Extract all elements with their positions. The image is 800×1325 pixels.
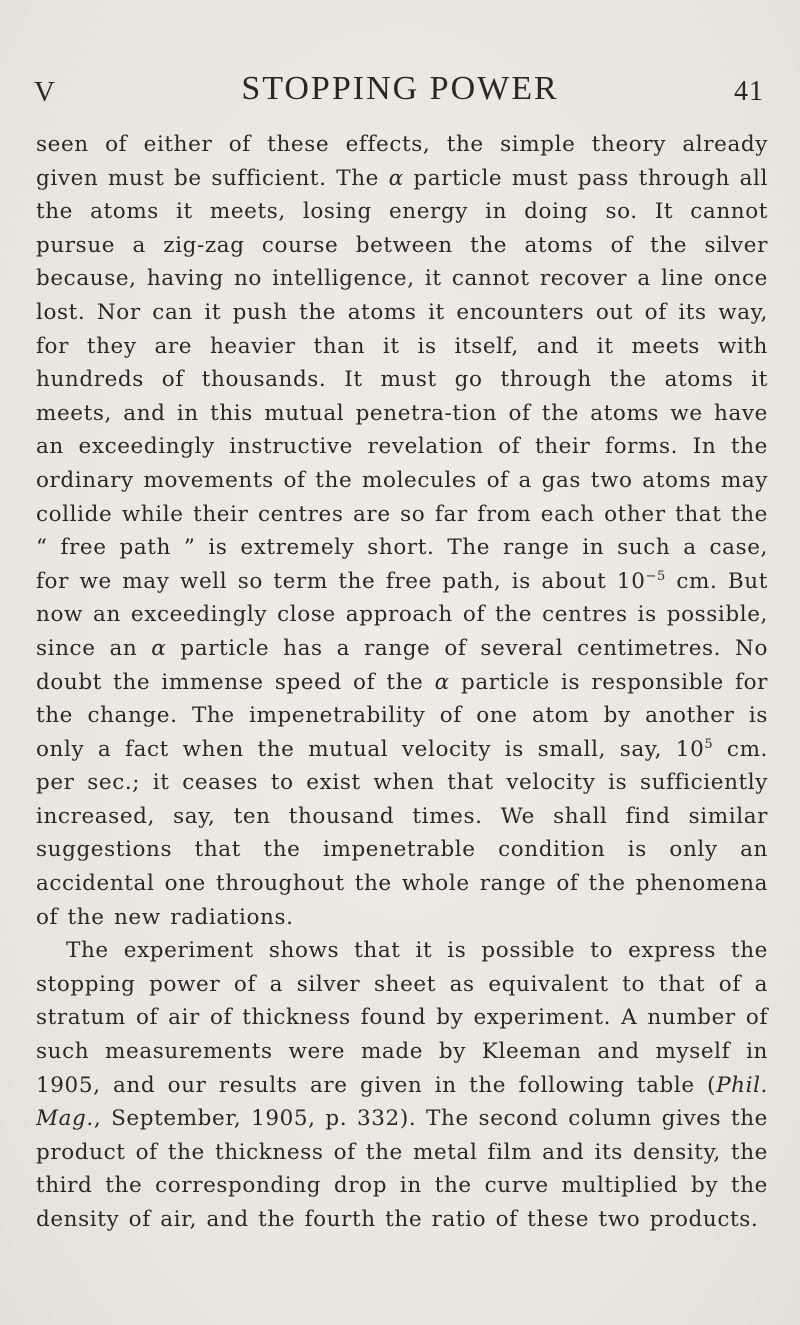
body-text [36,128,768,1237]
exponent: −5 [645,568,666,584]
paragraph-text: cm. But now an exceedingly close approach of the centres is possible, since an [36,568,768,661]
section-number: V [34,76,56,108]
paragraph [36,128,768,934]
paragraph-text: particle is responsible for the change. The impenetrability of one atom by another is only a fact when the mutual velocity is small, say, 10 [36,669,768,762]
paragraph-text: , September, 1905, p. 332). The second column gives the product of the thickness of the metal film and its density, the third the corresponding drop in the curve multiplied by the density of air, and the fourth the ratio of these two products. [36,1106,768,1232]
paragraph-text: particle must pass through all the atoms it meets, losing energy in doing so. It cannot pursue a zig-zag course between the atoms of the silver because, having no intelligence, it cannot recover a line once lost. Nor can it push the atoms it encounters out of its way, for they are heavier than it is itself, and it meets with hundreds of thousands. It must go through the atoms it meets, and in this mutual penetra-tion of the atoms we have an exceedingly instructive revelation of their forms. In the ordinary movements of the molecules of a gas two atoms may collide while their centres are so far from each other that the “ free path ” is extremely short. The range in such a case, for we may well so term the free path, is about 10 [36,165,769,594]
alpha-symbol: α [151,635,167,661]
paragraph-text: seen of either of these effects, the simple theory already given must be sufficient. The [36,132,768,191]
page-number: 41 [734,76,764,107]
paragraph-text: cm. per sec.; it ceases to exist when that velocity is sufficiently increased, say, ten thousand times. We shall find similar suggestions that the impenetrable condition is only an accidental one throughout the whole range of the phenomena of the new radiations. [36,736,768,930]
alpha-symbol: α [434,669,450,695]
paragraph-text: The experiment shows that it is possible to express the stopping power of a silver sheet as equivalent to that of a stratum of air of thickness found by experiment. A number of such measurements were made by Kleeman and myself in 1905, and our results are given in the following table ( [36,938,768,1098]
exponent: 5 [704,736,714,752]
page-header [34,70,766,110]
journal-citation: Phil. Mag. [36,1072,768,1132]
paragraph-text: particle has a range of several centimetres. No doubt the immense speed of the [36,635,768,695]
alpha-symbol: α [388,165,404,191]
running-head-title: STOPPING POWER [241,70,559,107]
paragraph [36,934,768,1236]
